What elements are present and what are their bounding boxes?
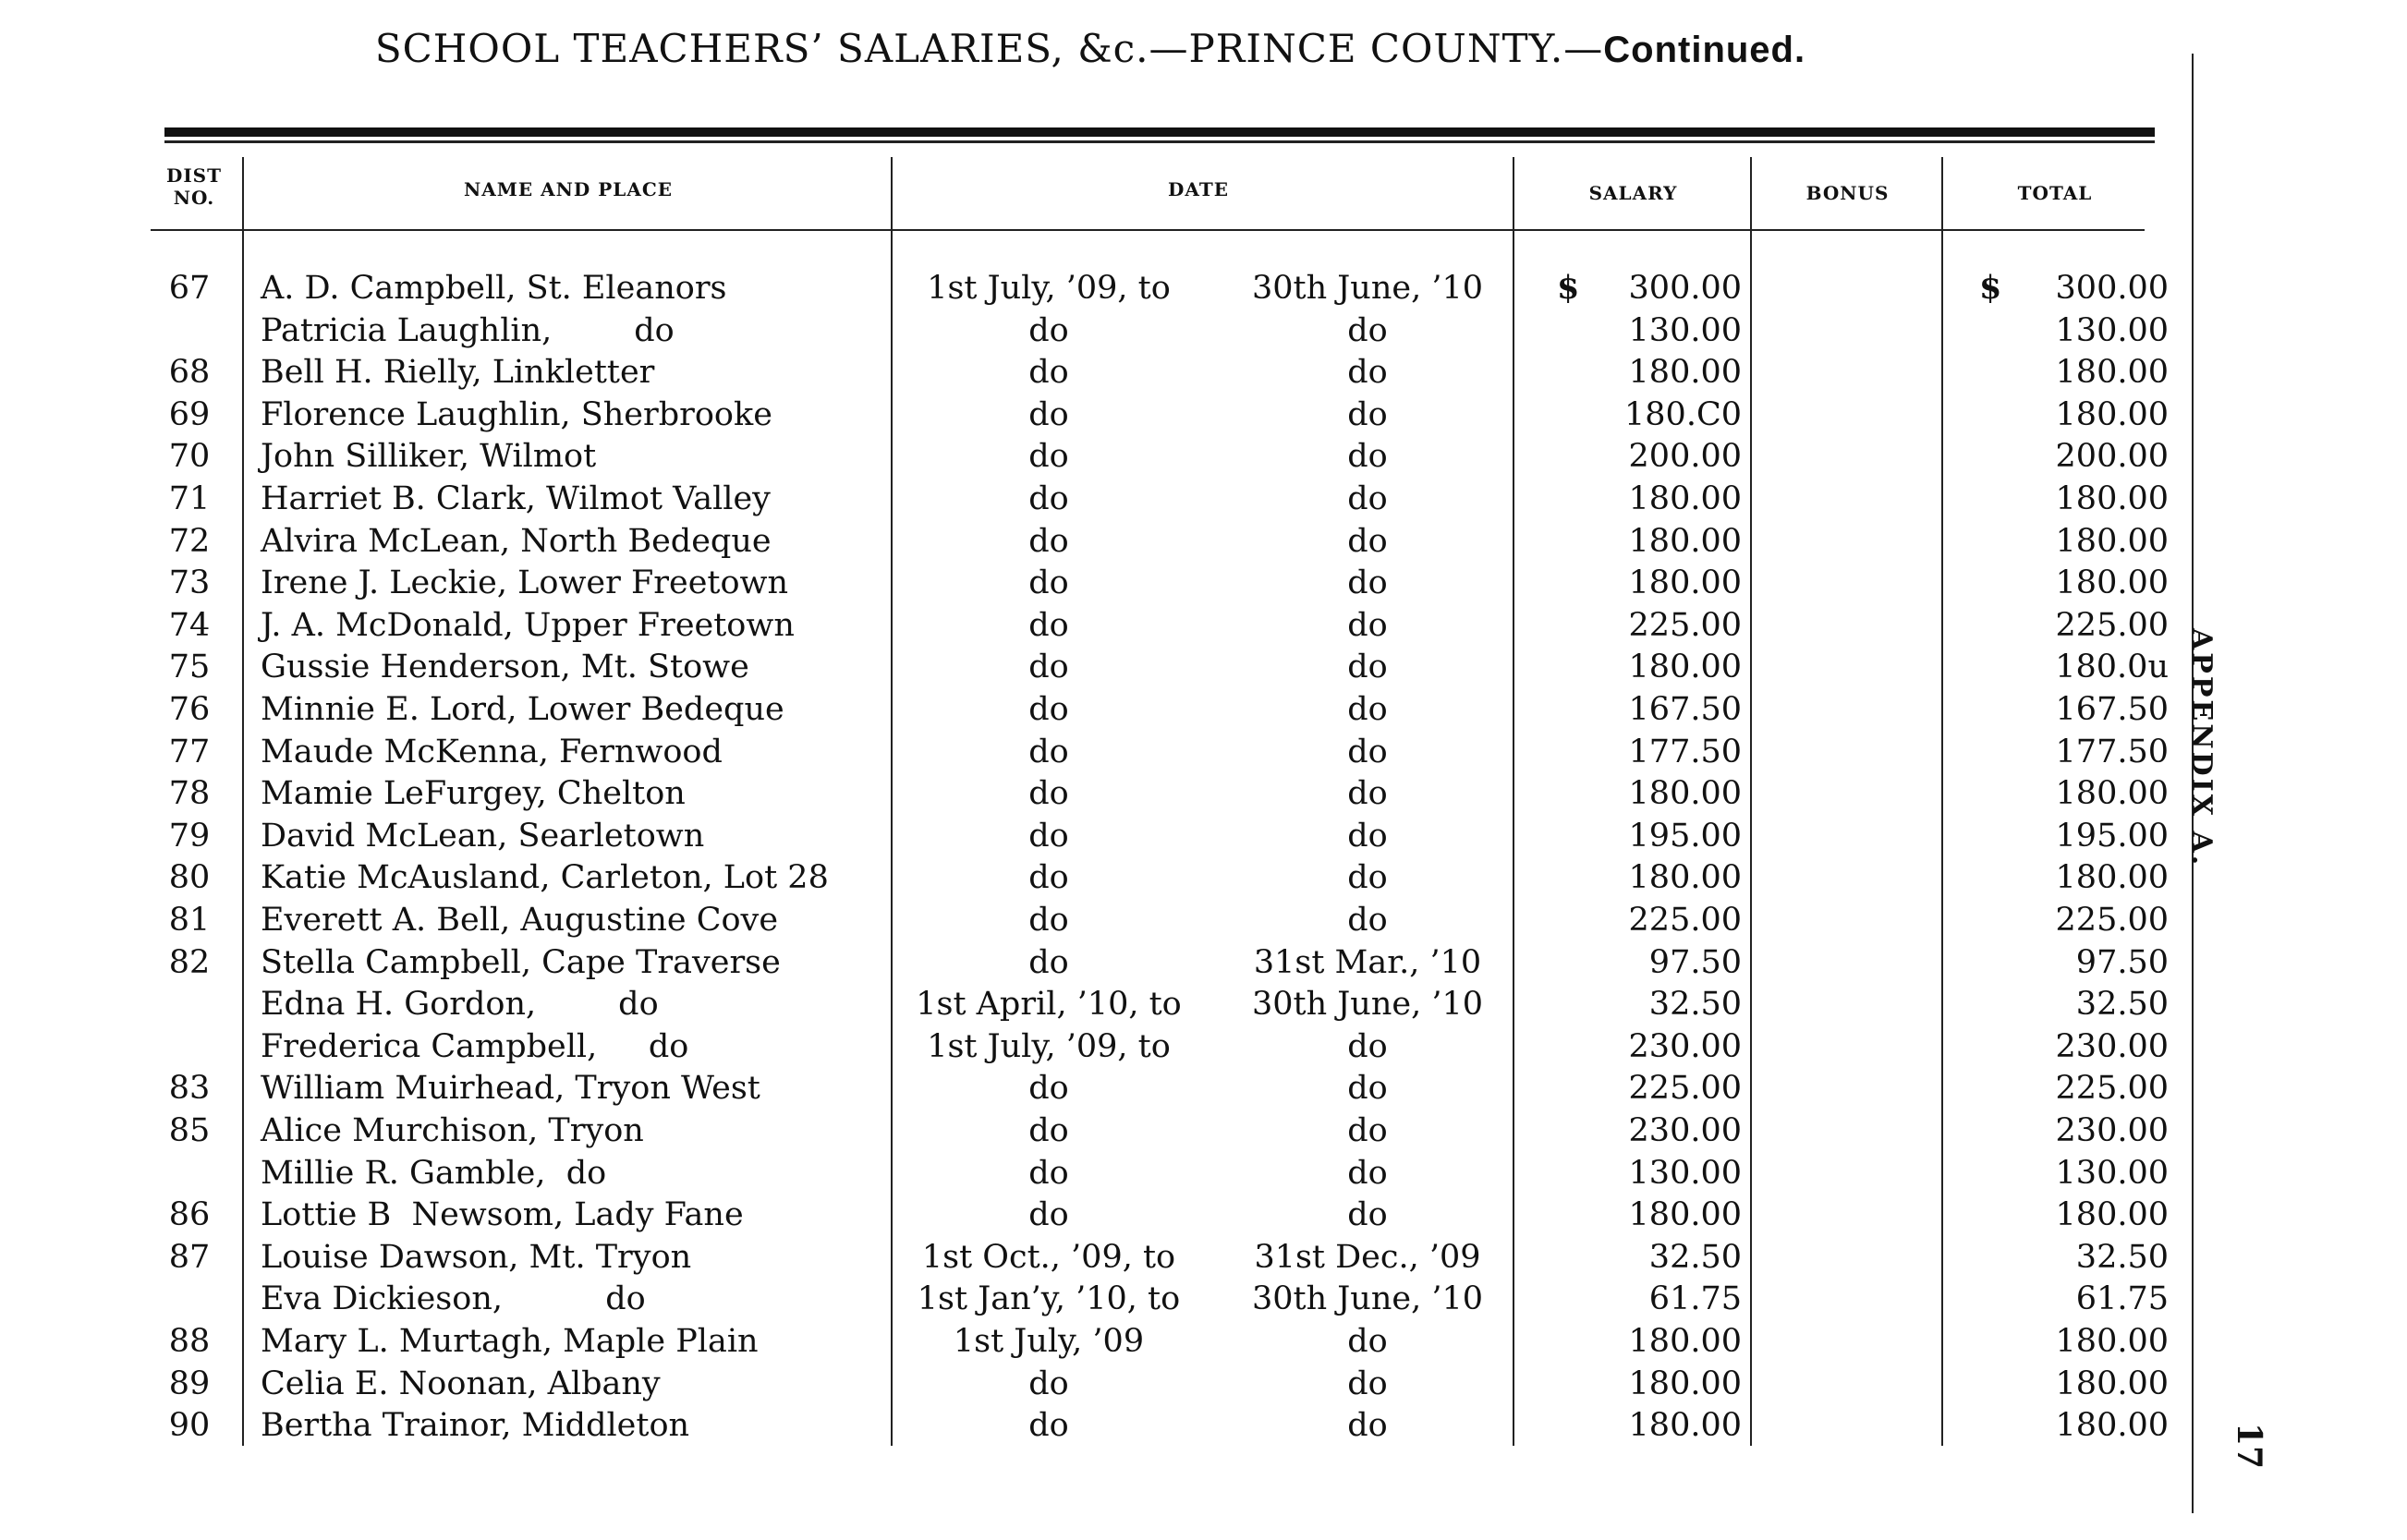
dist-number-cell: 78: [168, 775, 211, 813]
dist-number-cell: 87: [168, 1238, 211, 1276]
name-place-cell: Louise Dawson, Mt. Tryon: [261, 1238, 692, 1276]
salary-cell: 130.00: [1628, 311, 1742, 349]
date-from-cell: do: [1028, 733, 1069, 770]
dist-number-cell: 73: [168, 564, 211, 602]
name-place-cell: Bertha Trainor, Middleton: [261, 1407, 690, 1445]
dist-number-cell: 89: [168, 1364, 211, 1402]
total-cell: 180.00: [2055, 1323, 2169, 1360]
salary-cell: 180.00: [1628, 1364, 1742, 1402]
total-cell: 180.00: [2055, 522, 2169, 560]
header-rule-thick: [164, 127, 2155, 137]
date-to-cell: do: [1347, 1112, 1388, 1149]
salary-cell: 177.50: [1628, 733, 1742, 770]
salary-cell: 225.00: [1628, 1070, 1742, 1108]
salary-cell: 180.00: [1628, 1196, 1742, 1234]
table-row: [0, 857, 2192, 898]
total-cell: 130.00: [2055, 1154, 2169, 1192]
date-from-cell: do: [1028, 1407, 1069, 1445]
table-row: [0, 900, 2192, 940]
page-title-main: SCHOOL TEACHERS’ SALARIES, &c.—PRINCE COUNTY.—: [374, 26, 1604, 71]
salary-cell: 180.00: [1628, 1407, 1742, 1445]
dist-number-cell: 77: [168, 733, 211, 770]
dist-number-cell: 85: [168, 1112, 211, 1149]
date-from-cell: 1st July, ’09, to: [927, 1027, 1171, 1065]
date-to-cell: 30th June, ’10: [1251, 986, 1483, 1024]
date-to-cell: 31st Dec., ’09: [1254, 1238, 1481, 1276]
date-from-cell: do: [1028, 606, 1069, 644]
total-cell: 61.75: [2075, 1280, 2169, 1318]
salary-cell: 180.C0: [1624, 395, 1742, 433]
total-cell: 225.00: [2055, 606, 2169, 644]
total-cell: 180.00: [2055, 395, 2169, 433]
date-from-cell: do: [1028, 438, 1069, 476]
table-row: [0, 1405, 2192, 1446]
salary-cell: 180.00: [1628, 649, 1742, 686]
salary-currency-symbol: $: [1557, 269, 1580, 307]
dist-number-cell: 70: [168, 438, 211, 476]
name-place-cell: Alice Murchison, Tryon: [261, 1112, 644, 1149]
salary-cell: 230.00: [1628, 1112, 1742, 1149]
dist-number-cell: 74: [168, 606, 211, 644]
total-currency-symbol: $: [1979, 269, 2002, 307]
table-row: [0, 394, 2192, 435]
name-place-cell: Maude McKenna, Fernwood: [261, 733, 723, 770]
salary-cell: 195.00: [1628, 817, 1742, 855]
table-row: [0, 1110, 2192, 1151]
date-to-cell: do: [1347, 1070, 1388, 1108]
date-from-cell: do: [1028, 1196, 1069, 1234]
page-title-continued: Continued.: [1603, 30, 1806, 70]
date-to-cell: 30th June, ’10: [1251, 270, 1483, 307]
date-from-cell: 1st Jan’y, ’10, to: [917, 1280, 1181, 1318]
page-number: 17: [2230, 1423, 2268, 1470]
name-place-cell: John Silliker, Wilmot: [261, 438, 597, 476]
salary-cell: 200.00: [1628, 438, 1742, 476]
salary-cell: 180.00: [1628, 480, 1742, 517]
total-cell: 225.00: [2055, 902, 2169, 939]
appendix-label: APPENDIX A.: [2185, 628, 2218, 868]
total-cell: 180.00: [2055, 480, 2169, 517]
salary-cell: 180.00: [1628, 859, 1742, 897]
salary-cell: 180.00: [1628, 564, 1742, 602]
date-to-cell: do: [1347, 733, 1388, 770]
name-place-cell: Mamie LeFurgey, Chelton: [261, 775, 686, 813]
date-to-cell: do: [1347, 1154, 1388, 1192]
salary-cell: 130.00: [1628, 1154, 1742, 1192]
name-place-cell: J. A. McDonald, Upper Freetown: [261, 606, 795, 644]
name-place-cell: Katie McAusland, Carleton, Lot 28: [261, 859, 829, 897]
table-row: [0, 1153, 2192, 1194]
salary-cell: 180.00: [1628, 522, 1742, 560]
date-from-cell: do: [1028, 1154, 1069, 1192]
date-to-cell: do: [1347, 564, 1388, 602]
name-place-cell: Eva Dickieson, do: [261, 1280, 646, 1318]
table-row: [0, 1279, 2192, 1319]
date-from-cell: do: [1028, 480, 1069, 517]
header-rule-thin: [164, 140, 2155, 143]
date-from-cell: do: [1028, 564, 1069, 602]
date-to-cell: do: [1347, 354, 1388, 392]
table-row: [0, 647, 2192, 687]
table-row: [0, 352, 2192, 393]
salary-cell: 97.50: [1648, 943, 1742, 981]
date-from-cell: do: [1028, 691, 1069, 728]
date-to-cell: do: [1347, 395, 1388, 433]
total-cell: 180.00: [2055, 1364, 2169, 1402]
date-to-cell: 30th June, ’10: [1251, 1280, 1483, 1318]
total-cell: 300.00: [2055, 270, 2169, 307]
date-from-cell: do: [1028, 859, 1069, 897]
column-header-dist: [152, 164, 236, 209]
salary-cell: 225.00: [1628, 902, 1742, 939]
total-cell: 180.00: [2055, 354, 2169, 392]
date-to-cell: do: [1347, 480, 1388, 517]
table-row: [0, 1237, 2192, 1278]
name-place-cell: Bell H. Rielly, Linkletter: [261, 354, 655, 392]
table-row: [0, 605, 2192, 646]
total-cell: 230.00: [2055, 1027, 2169, 1065]
date-to-cell: 31st Mar., ’10: [1253, 943, 1482, 981]
date-from-cell: do: [1028, 775, 1069, 813]
total-cell: 180.00: [2055, 859, 2169, 897]
date-from-cell: do: [1028, 1112, 1069, 1149]
name-place-cell: Millie R. Gamble, do: [261, 1154, 607, 1192]
table-row: [0, 479, 2192, 519]
column-header-dist-line2: NO.: [173, 187, 215, 209]
column-header-dist-line1: DIST: [165, 164, 223, 187]
salary-cell: 61.75: [1648, 1280, 1742, 1318]
date-to-cell: do: [1347, 775, 1388, 813]
dist-number-cell: 68: [168, 354, 211, 392]
column-header-date: DATE: [1168, 178, 1229, 200]
table-row: [0, 563, 2192, 603]
date-to-cell: do: [1347, 606, 1388, 644]
total-cell: 225.00: [2055, 1070, 2169, 1108]
table-row: [0, 1068, 2192, 1109]
date-from-cell: do: [1028, 1364, 1069, 1402]
table-row: [0, 1026, 2192, 1067]
date-from-cell: do: [1028, 311, 1069, 349]
date-from-cell: do: [1028, 902, 1069, 939]
date-to-cell: do: [1347, 1323, 1388, 1360]
date-to-cell: do: [1347, 691, 1388, 728]
name-place-cell: Everett A. Bell, Augustine Cove: [261, 902, 779, 939]
total-cell: 177.50: [2055, 733, 2169, 770]
date-from-cell: do: [1028, 1070, 1069, 1108]
date-to-cell: do: [1347, 311, 1388, 349]
column-header-name: NAME AND PLACE: [463, 178, 674, 200]
salary-cell: 300.00: [1628, 270, 1742, 307]
column-header-salary: SALARY: [1588, 182, 1678, 204]
salary-cell: 225.00: [1628, 606, 1742, 644]
date-to-cell: do: [1347, 902, 1388, 939]
dist-number-cell: 71: [168, 480, 211, 517]
table-row: [0, 521, 2192, 562]
total-cell: 180.00: [2055, 1407, 2169, 1445]
date-from-cell: do: [1028, 395, 1069, 433]
table-row: [0, 773, 2192, 814]
date-to-cell: do: [1347, 522, 1388, 560]
name-place-cell: Lottie B Newsom, Lady Fane: [261, 1196, 744, 1234]
name-place-cell: Mary L. Murtagh, Maple Plain: [261, 1323, 759, 1360]
table-row: [0, 984, 2192, 1025]
total-cell: 180.00: [2055, 775, 2169, 813]
total-cell: 180.0u: [2055, 649, 2169, 686]
name-place-cell: Gussie Henderson, Mt. Stowe: [261, 649, 749, 686]
name-place-cell: Edna H. Gordon, do: [261, 986, 659, 1024]
name-place-cell: Harriet B. Clark, Wilmot Valley: [261, 480, 771, 517]
name-place-cell: Alvira McLean, North Bedeque: [261, 522, 772, 560]
date-from-cell: do: [1028, 649, 1069, 686]
date-to-cell: do: [1347, 859, 1388, 897]
table-row: [0, 1364, 2192, 1404]
salary-cell: 230.00: [1628, 1027, 1742, 1065]
dist-number-cell: 80: [168, 859, 211, 897]
dist-number-cell: 81: [168, 902, 211, 939]
column-header-bonus: BONUS: [1805, 182, 1890, 204]
total-cell: 167.50: [2055, 691, 2169, 728]
table-row: [0, 310, 2192, 351]
name-place-cell: Irene J. Leckie, Lower Freetown: [261, 564, 789, 602]
date-from-cell: do: [1028, 943, 1069, 981]
table-row: [0, 268, 2192, 309]
dist-number-cell: 88: [168, 1323, 211, 1360]
dist-number-cell: 86: [168, 1196, 211, 1234]
date-to-cell: do: [1347, 1196, 1388, 1234]
salary-cell: 180.00: [1628, 354, 1742, 392]
date-from-cell: 1st Oct., ’09, to: [921, 1238, 1176, 1276]
date-from-cell: do: [1028, 354, 1069, 392]
table-row: [0, 816, 2192, 856]
name-place-cell: Frederica Campbell, do: [261, 1027, 689, 1065]
date-from-cell: do: [1028, 522, 1069, 560]
salary-cell: 32.50: [1648, 986, 1742, 1024]
salary-cell: 180.00: [1628, 1323, 1742, 1360]
total-cell: 200.00: [2055, 438, 2169, 476]
dist-number-cell: 90: [168, 1407, 211, 1445]
date-to-cell: do: [1347, 1027, 1388, 1065]
date-to-cell: do: [1347, 438, 1388, 476]
total-cell: 180.00: [2055, 564, 2169, 602]
dist-number-cell: 82: [168, 943, 211, 981]
total-cell: 130.00: [2055, 311, 2169, 349]
date-from-cell: do: [1028, 817, 1069, 855]
dist-number-cell: 72: [168, 522, 211, 560]
date-to-cell: do: [1347, 817, 1388, 855]
salary-cell: 167.50: [1628, 691, 1742, 728]
date-from-cell: 1st July, ’09, to: [927, 270, 1171, 307]
table-row: [0, 436, 2192, 477]
table-row: [0, 732, 2192, 772]
table-row: [0, 942, 2192, 983]
name-place-cell: Patricia Laughlin, do: [261, 311, 675, 349]
dist-number-cell: 83: [168, 1070, 211, 1108]
total-cell: 195.00: [2055, 817, 2169, 855]
date-to-cell: do: [1347, 1407, 1388, 1445]
dist-number-cell: 67: [168, 270, 211, 307]
column-header-rule: [151, 229, 2145, 231]
dist-number-cell: 75: [168, 649, 211, 686]
name-place-cell: William Muirhead, Tryon West: [261, 1070, 760, 1108]
dist-number-cell: 69: [168, 395, 211, 433]
salary-cell: 32.50: [1648, 1238, 1742, 1276]
name-place-cell: Stella Campbell, Cape Traverse: [261, 943, 781, 981]
salary-cell: 180.00: [1628, 775, 1742, 813]
date-from-cell: 1st April, ’10, to: [916, 986, 1182, 1024]
name-place-cell: Florence Laughlin, Sherbrooke: [261, 395, 772, 433]
date-to-cell: do: [1347, 649, 1388, 686]
total-cell: 230.00: [2055, 1112, 2169, 1149]
table-row: [0, 689, 2192, 730]
dist-number-cell: 76: [168, 691, 211, 728]
name-place-cell: A. D. Campbell, St. Eleanors: [261, 270, 727, 307]
name-place-cell: Celia E. Noonan, Albany: [261, 1364, 661, 1402]
page-title: [152, 26, 2028, 71]
table-row: [0, 1321, 2192, 1362]
table-row: [0, 1194, 2192, 1235]
name-place-cell: David McLean, Searletown: [261, 817, 705, 855]
date-from-cell: 1st July, ’09: [953, 1323, 1145, 1360]
date-to-cell: do: [1347, 1364, 1388, 1402]
total-cell: 32.50: [2075, 1238, 2169, 1276]
name-place-cell: Minnie E. Lord, Lower Bedeque: [261, 691, 784, 728]
column-header-total: TOTAL: [2017, 182, 2093, 204]
total-cell: 180.00: [2055, 1196, 2169, 1234]
total-cell: 97.50: [2075, 943, 2169, 981]
dist-number-cell: 79: [168, 817, 211, 855]
total-cell: 32.50: [2075, 986, 2169, 1024]
